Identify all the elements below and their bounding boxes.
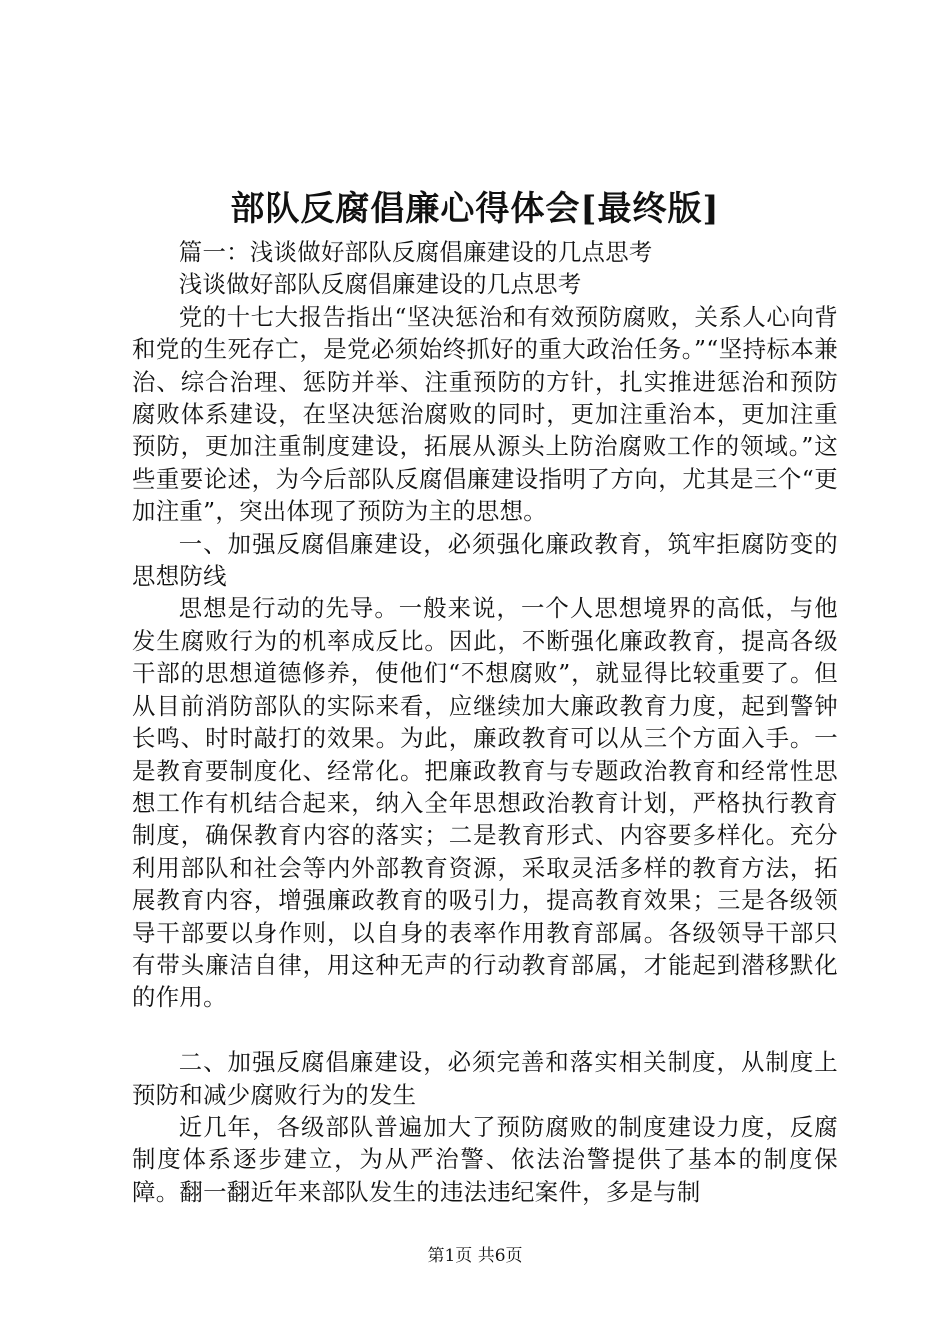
section-heading: 二、加强反腐倡廉建设，必须完善和落实相关制度，从制度上预防和减少腐败行为的发生 — [132, 1048, 838, 1109]
document-body — [132, 236, 838, 1208]
article-title: 浅谈做好部队反腐倡廉建设的几点思考 — [178, 270, 582, 299]
section-heading: 篇一：浅谈做好部队反腐倡廉建设的几点思考 — [178, 238, 653, 266]
section-heading: 一、加强反腐倡廉建设，必须强化廉政教育，筑牢拒腐防变的思想防线 — [132, 529, 838, 591]
body-paragraph: 党的十七大报告指出“坚决惩治和有效预防腐败，关系人心向背和党的生死存亡，是党必须始终抓好的重大政治任务。”“坚持标本兼治、综合治理、惩防并举、注重预防的方针，扎实推进惩治和预防腐败体系建设，在坚决惩治腐败的同时，更加注重治本，更加注重预防，更加注重制度建设，拓展从源头上防治腐败工作的领域。”这些重要论述，为今后部队反腐倡廉建设指明了方向，尤其是三个“更加注重”，突出体现了预防为主的思想。 — [132, 302, 838, 526]
body-paragraph: 近几年，各级部队普遍加大了预防腐败的制度建设力度，反腐制度体系逐步建立，为从严治警、依法治警提供了基本的制度保障。翻一翻近年来部队发生的违法违纪案件，多是与制 — [132, 1112, 838, 1206]
page-footer: 第1页 共6页 — [427, 1246, 523, 1266]
body-paragraph: 思想是行动的先导。一般来说，一个人思想境界的高低，与他发生腐败行为的机率成反比。因此，不断强化廉政教育，提高各级干部的思想道德修养，使他们“不想腐败”，就显得比较重要了。但从目前消防部队的实际来看，应继续加大廉政教育力度，起到警钟长鸣、时时敲打的效果。为此，廉政教育可以从三个方面入手。一是教育要制度化、经常化。把廉政教育与专题政治教育和经常性思想工作有机结合起来，纳入全年思想政治教育计划，严格执行教育制度，确保教育内容的落实；二是教育形式、内容要多样化。充分利用部队和社会等内外部教育资源，采取灵活多样的教育方法，拓展教育内容，增强廉政教育的吸引力，提高教育效果；三是各级领导干部要以身作则，以自身的表率作用教育部属。各级领导干部只有带头廉洁自律，用这种无声的行动教育部属，才能起到潜移默化的作用。 — [132, 594, 838, 1012]
document-title: 部队反腐倡廉心得体会[最终版] — [230, 189, 720, 229]
